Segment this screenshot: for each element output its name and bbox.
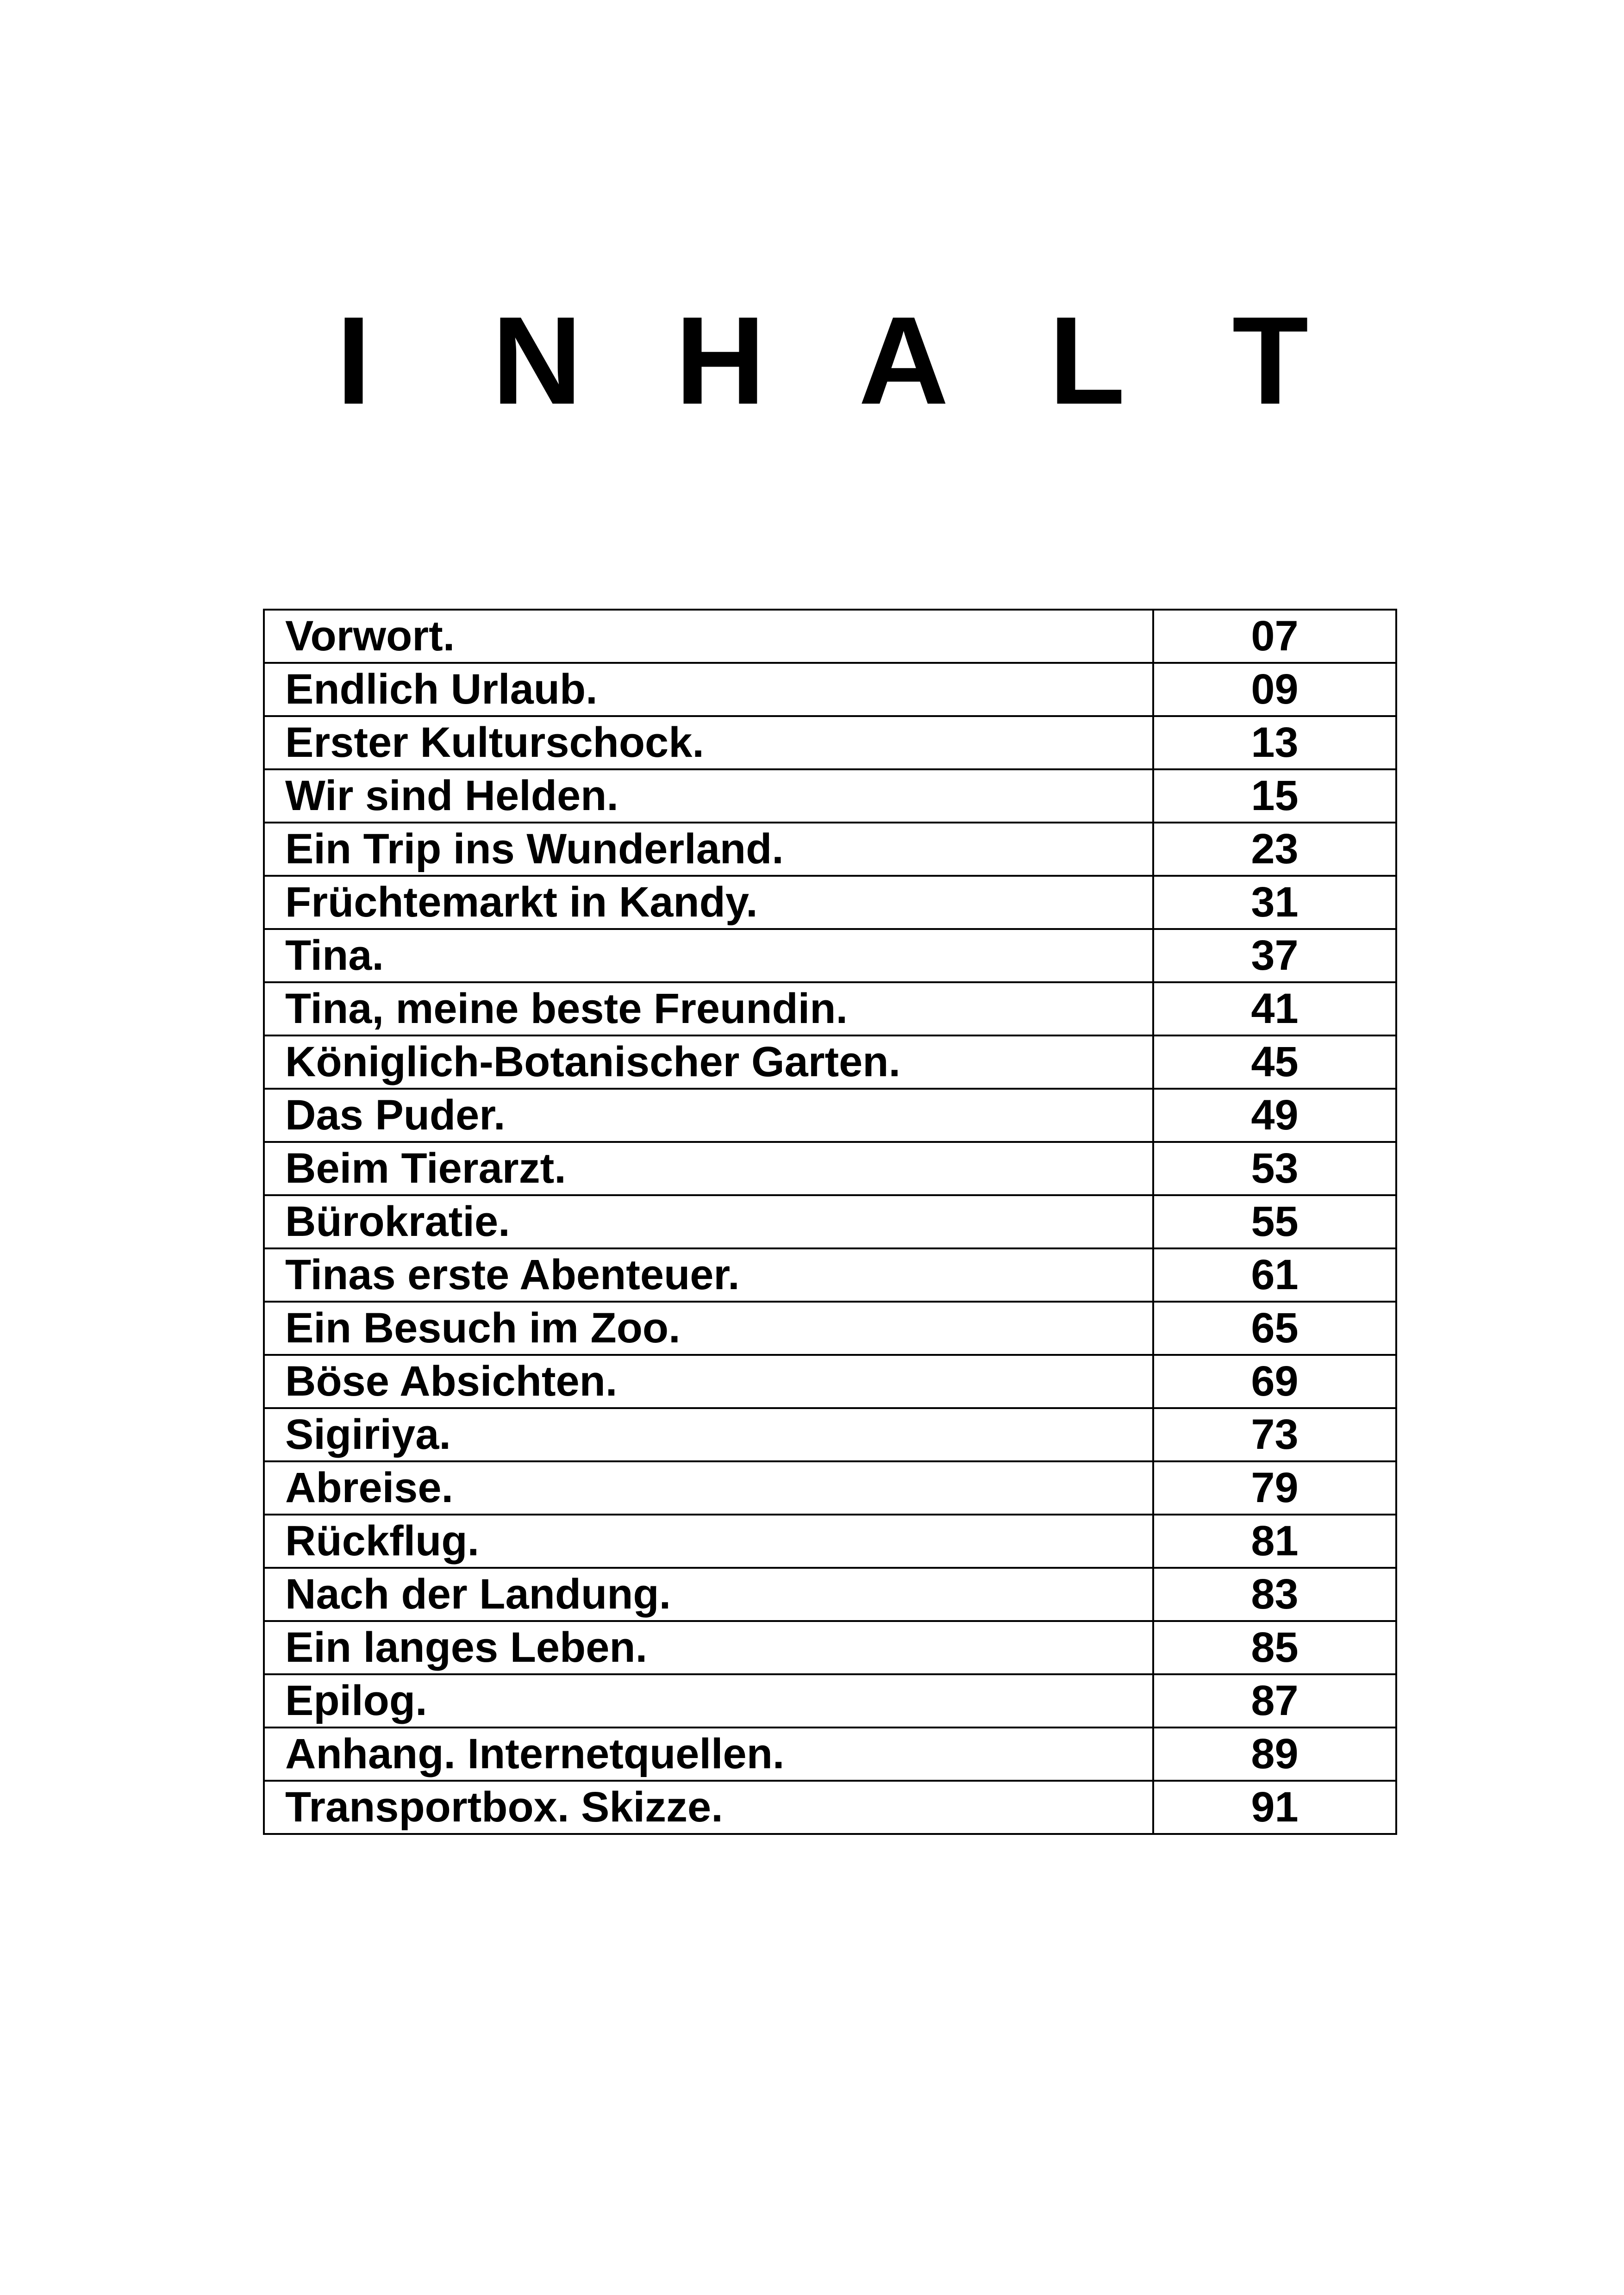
toc-row (264, 1142, 1396, 1195)
toc-row (264, 716, 1396, 769)
toc-entry-page: 73 (1153, 1408, 1396, 1461)
toc-entry-page: 55 (1153, 1195, 1396, 1248)
toc-entry-title: Ein langes Leben. (264, 1621, 1153, 1674)
toc-entry-title: Königlich-Botanischer Garten. (264, 1035, 1153, 1089)
toc-row (264, 1674, 1396, 1727)
toc-entry-title: Tinas erste Abenteuer. (264, 1248, 1153, 1302)
toc-row (264, 1355, 1396, 1408)
toc-row (264, 929, 1396, 982)
toc-body (264, 610, 1396, 1834)
toc-entry-title: Transportbox. Skizze. (264, 1781, 1153, 1834)
title-letter: T (1232, 291, 1309, 430)
toc-row (264, 1727, 1396, 1781)
toc-entry-title: Böse Absichten. (264, 1355, 1153, 1408)
toc-row (264, 1302, 1396, 1355)
toc-entry-page: 31 (1153, 876, 1396, 929)
toc-entry-page: 15 (1153, 769, 1396, 823)
toc-row (264, 1461, 1396, 1515)
toc-row (264, 663, 1396, 716)
toc-entry-title: Nach der Landung. (264, 1568, 1153, 1621)
toc-entry-page: 53 (1153, 1142, 1396, 1195)
toc-row (264, 1621, 1396, 1674)
title-letter: N (492, 291, 582, 430)
toc-row (264, 1035, 1396, 1089)
toc-entry-title: Sigiriya. (264, 1408, 1153, 1461)
title-letter: L (1049, 291, 1125, 430)
toc-row (264, 876, 1396, 929)
toc-row (264, 610, 1396, 663)
toc-row (264, 1089, 1396, 1142)
toc-entry-page: 09 (1153, 663, 1396, 716)
toc-entry-title: Ein Trip ins Wunderland. (264, 823, 1153, 876)
toc-entry-page: 07 (1153, 610, 1396, 663)
toc-entry-title: Wir sind Helden. (264, 769, 1153, 823)
toc-entry-title: Erster Kulturschock. (264, 716, 1153, 769)
toc-entry-title: Vorwort. (264, 610, 1153, 663)
toc-row (264, 823, 1396, 876)
toc-entry-page: 49 (1153, 1089, 1396, 1142)
page-title (0, 291, 1624, 430)
toc-row (264, 1515, 1396, 1568)
toc-entry-title: Beim Tierarzt. (264, 1142, 1153, 1195)
toc-row (264, 982, 1396, 1035)
toc-entry-title: Anhang. Internetquellen. (264, 1727, 1153, 1781)
toc-entry-title: Das Puder. (264, 1089, 1153, 1142)
toc-entry-page: 37 (1153, 929, 1396, 982)
toc-row (264, 1248, 1396, 1302)
title-letter: I (336, 291, 371, 430)
toc-entry-page: 65 (1153, 1302, 1396, 1355)
toc-entry-page: 69 (1153, 1355, 1396, 1408)
toc-entry-title: Endlich Urlaub. (264, 663, 1153, 716)
toc-entry-title: Abreise. (264, 1461, 1153, 1515)
toc-entry-page: 41 (1153, 982, 1396, 1035)
toc-entry-title: Bürokratie. (264, 1195, 1153, 1248)
toc-entry-page: 91 (1153, 1781, 1396, 1834)
toc-entry-page: 13 (1153, 716, 1396, 769)
toc-row (264, 769, 1396, 823)
toc-entry-title: Tina. (264, 929, 1153, 982)
toc-entry-page: 87 (1153, 1674, 1396, 1727)
toc-entry-page: 23 (1153, 823, 1396, 876)
toc-row (264, 1408, 1396, 1461)
title-letters (262, 291, 1362, 430)
toc-row (264, 1781, 1396, 1834)
toc-entry-page: 85 (1153, 1621, 1396, 1674)
toc-entry-page: 89 (1153, 1727, 1396, 1781)
toc-row (264, 1195, 1396, 1248)
title-letter: H (675, 291, 766, 430)
toc-entry-title: Früchtemarkt in Kandy. (264, 876, 1153, 929)
toc-entry-title: Ein Besuch im Zoo. (264, 1302, 1153, 1355)
toc-entry-page: 81 (1153, 1515, 1396, 1568)
toc-row (264, 1568, 1396, 1621)
toc-entry-page: 83 (1153, 1568, 1396, 1621)
toc-entry-page: 79 (1153, 1461, 1396, 1515)
toc-entry-page: 61 (1153, 1248, 1396, 1302)
toc-entry-title: Rückflug. (264, 1515, 1153, 1568)
table-of-contents (263, 609, 1397, 1835)
toc-entry-page: 45 (1153, 1035, 1396, 1089)
toc-entry-title: Epilog. (264, 1674, 1153, 1727)
title-letter: A (858, 291, 949, 430)
toc-entry-title: Tina, meine beste Freundin. (264, 982, 1153, 1035)
